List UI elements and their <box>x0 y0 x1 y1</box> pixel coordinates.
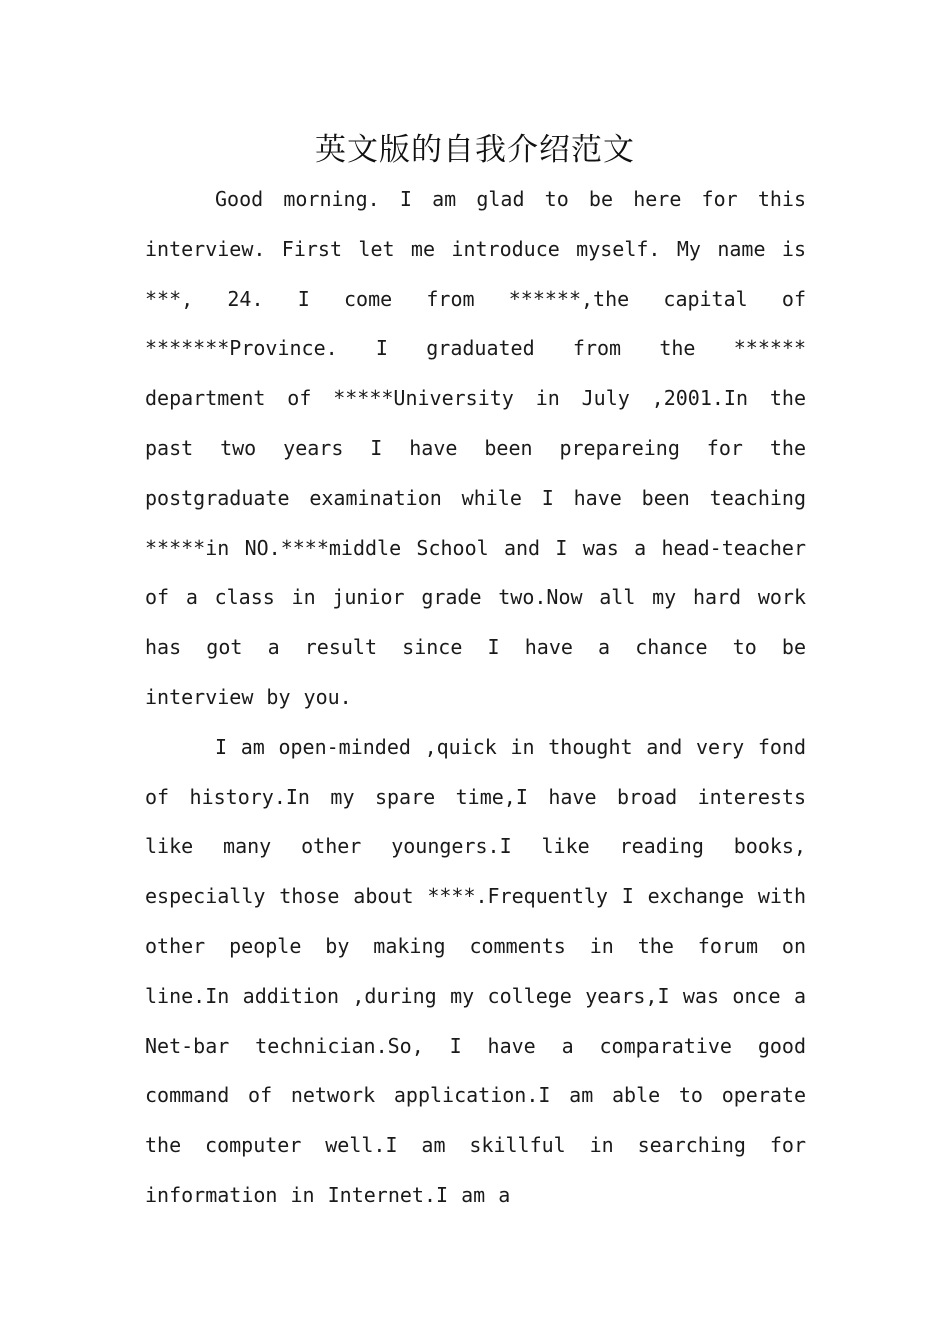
paragraph-intro: Good morning. I am glad to be here for this interview. First let me introduce myself. My name is ***, 24. I come from ******,the capital of *******Province. I graduated from the ****** department of *****University in July ,2001.In the past two years I have been prepareing for the postgraduate examination while I have been teaching *****in NO.****middle School and I was a head-teacher of a class in junior grade two.Now all my hard work has got a result since I have a chance to be interview by you. <box>145 187 806 709</box>
document-title: 英文版的自我介绍范文 <box>315 132 635 168</box>
document-body <box>145 175 806 1221</box>
paragraph-interests: I am open-minded ,quick in thought and very fond of history.In my spare time,I have broad interests like many other youngers.I like reading books, especially those about ****.Frequently I exchange with other people by making comments in the forum on line.In addition ,during my college years,I was once a Net-bar technician.So, I have a comparative good command of network application.I am able to operate the computer well.I am skillful in searching for information in Internet.I am a <box>145 734 806 1207</box>
